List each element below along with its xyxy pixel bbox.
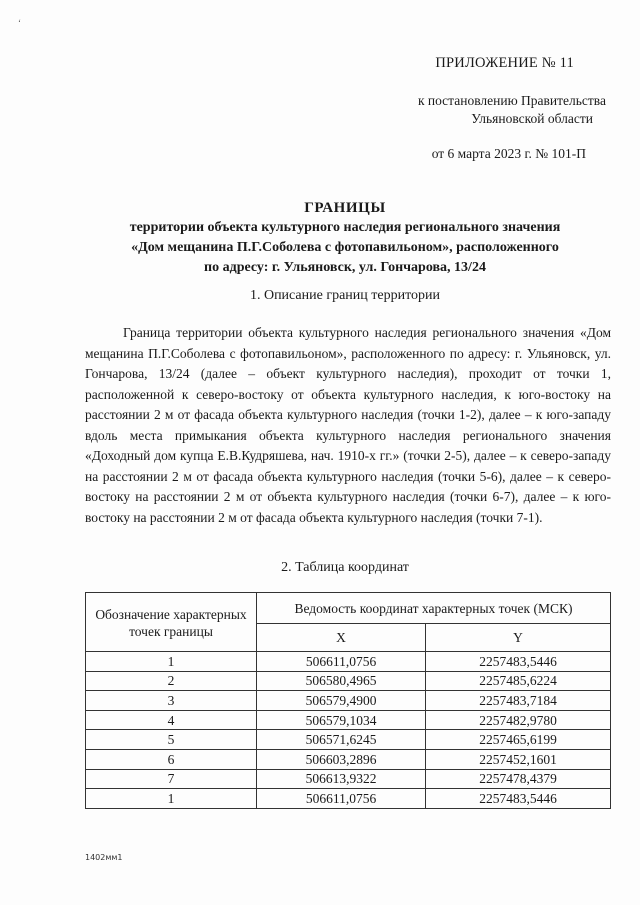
table-row [86, 671, 611, 691]
point-cell: 7 [86, 769, 257, 789]
x-header: X [257, 624, 426, 652]
table-row [86, 730, 611, 750]
document-heading [70, 198, 620, 278]
x-cell: 506603,2896 [257, 749, 426, 769]
point-cell: 2 [86, 671, 257, 691]
boundary-description: Граница территории объекта культурного наследия регионального значения «Дом мещанина П.Г.Соболева с фотопавильоном», расположенного по адресу: г. Ульяновск, ул. Гончарова, 13/24 (далее – объект культурного наследия), проходит от точки 1, расположенной к северо-востоку от объекта культурного наследия, к юго-востоку на расстоянии 2 м от фасада объекта культурного наследия (точки 1-2), далее – к юго-западу вдоль места примыкания объекта культурного наследия регионального значения «Доходный дом купца Е.В.Кудряшева, нач. 1910-х гг.» (точки 2-5), далее – к северо-западу на расстоянии 2 м от фасада объекта культурного наследия (точки 5-6), далее – к северо-востоку на расстоянии 2 м от объекта культурного наследия (точки 6-7), далее – к юго-востоку на расстоянии 2 м от фасада объекта культурного наследия (точки 7-1). [85, 325, 611, 525]
y-cell: 2257483,5446 [426, 652, 611, 672]
document-title: ГРАНИЦЫ [304, 200, 386, 216]
point-cell: 1 [86, 789, 257, 809]
section-1-title: 1. Описание границ территории [249, 288, 441, 303]
point-cell: 5 [86, 730, 257, 750]
table-row [86, 789, 611, 809]
resolution-date: от 6 марта 2023 г. № 101-П [431, 146, 586, 161]
coordinates-group-header: Ведомость координат характерных точек (МСК) [257, 593, 611, 624]
heading-line-1: территории объекта культурного наследия регионального значения [129, 220, 561, 235]
table-row [86, 769, 611, 789]
y-cell: 2257483,7184 [426, 691, 611, 711]
table-row [86, 749, 611, 769]
section-2-title: 2. Таблица координат [281, 560, 409, 575]
resolution-line-1: к постановлению Правительства [417, 93, 606, 108]
y-cell: 2257483,5446 [426, 789, 611, 809]
table-row [86, 691, 611, 711]
x-cell: 506611,0756 [257, 652, 426, 672]
x-cell: 506579,1034 [257, 710, 426, 730]
corner-mark: ‘ [18, 18, 21, 28]
heading-line-2: «Дом мещанина П.Г.Соболева с фотопавильоном», расположенного [131, 240, 559, 255]
y-cell: 2257485,6224 [426, 671, 611, 691]
footer-code: 1402мм1 [85, 853, 123, 862]
table-row [86, 652, 611, 672]
y-cell: 2257482,9780 [426, 710, 611, 730]
heading-line-3: по адресу: г. Ульяновск, ул. Гончарова, 13/24 [204, 260, 486, 275]
x-cell: 506611,0756 [257, 789, 426, 809]
table-row [86, 710, 611, 730]
x-cell: 506579,4900 [257, 691, 426, 711]
y-cell: 2257478,4379 [426, 769, 611, 789]
appendix-label: ПРИЛОЖЕНИЕ № 11 [435, 55, 574, 71]
x-cell: 506571,6245 [257, 730, 426, 750]
y-cell: 2257465,6199 [426, 730, 611, 750]
point-cell: 1 [86, 652, 257, 672]
x-cell: 506580,4965 [257, 671, 426, 691]
point-cell: 3 [86, 691, 257, 711]
resolution-line-2: Ульяновской области [471, 111, 593, 126]
coordinates-table [85, 592, 611, 809]
x-cell: 506613,9322 [257, 769, 426, 789]
y-header: Y [426, 624, 611, 652]
resolution-reference [346, 92, 606, 163]
point-name-header: Обозначение характерных точек границы [86, 593, 257, 652]
point-cell: 6 [86, 749, 257, 769]
point-cell: 4 [86, 710, 257, 730]
y-cell: 2257452,1601 [426, 749, 611, 769]
